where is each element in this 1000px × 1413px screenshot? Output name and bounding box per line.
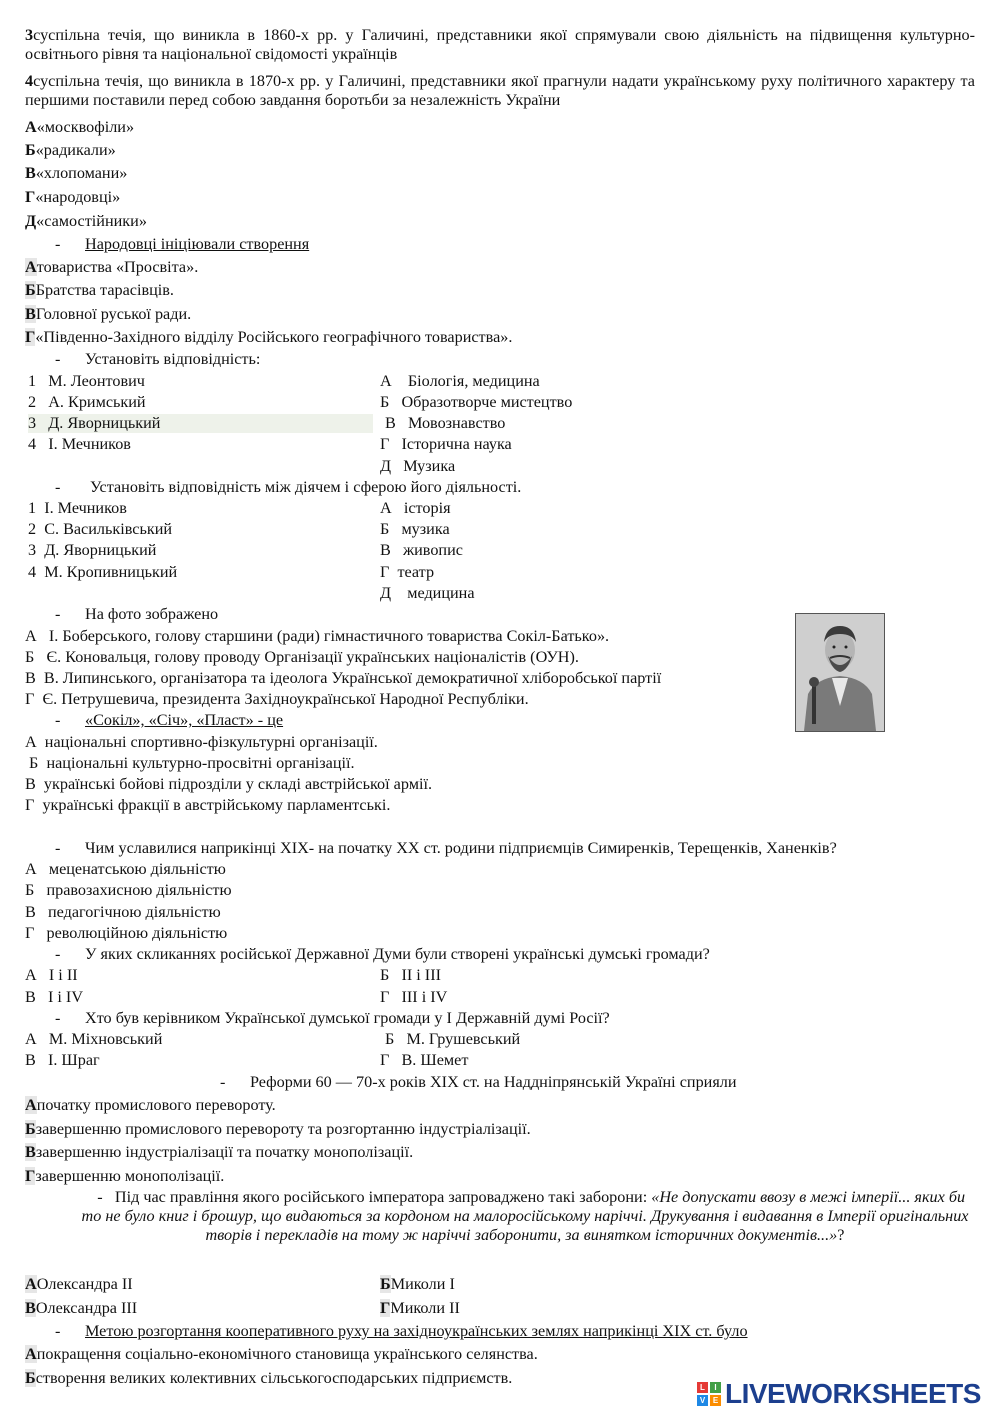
- logo-badge-icon: L I V E: [697, 1382, 721, 1406]
- option-a[interactable]: Апочатку промислового перевороту.: [25, 1096, 276, 1114]
- option-g[interactable]: Г В. Шемет: [380, 1051, 469, 1069]
- question-match-1: - Установіть відповідність:: [55, 350, 261, 368]
- portrait-illustration: [796, 614, 884, 731]
- option-a[interactable]: Апокращення соціально-економічного становища українського селянства.: [25, 1345, 538, 1363]
- option-b[interactable]: Б М. Грушевський: [385, 1030, 521, 1048]
- question-coop: - Метою розгортання кооперативного руху на західноукраїнських землях наприкінці ХІХ ст. було: [55, 1322, 748, 1340]
- question-families: - Чим уславилися наприкінці ХІХ- на початку ХХ ст. родини підприємців Симиренків, Терещенків, Ханенків?: [55, 839, 837, 857]
- option-b[interactable]: Б національні культурно-просвітні організації.: [29, 754, 355, 772]
- option-g[interactable]: Г українські фракції в австрійському парламентські.: [25, 796, 391, 814]
- option-b[interactable]: Бзавершенню промислового перевороту та розгортанню індустріалізації.: [25, 1120, 531, 1138]
- option-b[interactable]: Б«радикали»: [25, 141, 116, 159]
- option-b[interactable]: Бстворення великих колективних сільськогосподарських підприємств.: [25, 1369, 513, 1387]
- match-right-item: А історія: [380, 499, 451, 517]
- match-right-item: Б музика: [380, 520, 450, 538]
- portrait-photo: [795, 613, 885, 732]
- liveworksheets-logo: [697, 1380, 981, 1408]
- option-b[interactable]: ББратства тарасівців.: [25, 281, 174, 299]
- match-right-item: Г театр: [380, 563, 435, 581]
- match-right-item: Б Образотворче мистецтво: [380, 393, 573, 411]
- match-left-item: 3 Д. Яворницький: [28, 414, 373, 433]
- question-match-2: - Установіть відповідність між діячем і сферою його діяльності.: [55, 478, 522, 496]
- logo-text: LIVEWORKSHEETS: [725, 1378, 981, 1409]
- option-a[interactable]: А І. Боберського, голову старшини (ради) гімнастичного товариства Сокіл-Батько».: [25, 627, 610, 645]
- option-v[interactable]: В«хлопомани»: [25, 164, 128, 182]
- question-text: суспільна течія, що виникла в 1860-х рр. у Галичині, представники якої спрямували свою діяльність на підвищення культурно-освітнього рівня та національної свідомості українців: [25, 26, 975, 63]
- option-b[interactable]: Б правозахисною діяльністю: [25, 881, 232, 899]
- question-3: [25, 26, 975, 64]
- question-leader: - Хто був керівником Української думської громади у І Державній думі Росії?: [55, 1009, 610, 1027]
- match-right-item: В живопис: [380, 541, 463, 559]
- option-v[interactable]: ВОлександра ІІІ: [25, 1299, 138, 1317]
- match-left-item: 4 І. Мечников: [28, 435, 131, 453]
- option-a[interactable]: Атовариства «Просвіта».: [25, 258, 199, 276]
- option-v[interactable]: В В. Липинського, організатора та ідеолога Української демократичної хліборобської партії: [25, 669, 662, 687]
- option-g[interactable]: Г революційною діяльністю: [25, 924, 228, 942]
- option-v[interactable]: В українські бойові підрозділи у складі австрійської армії.: [25, 775, 433, 793]
- option-g[interactable]: Г ІІІ і ІV: [380, 988, 448, 1006]
- decree-quote: «Не допускати ввозу в межі імперії... яких би то не було книг і брошур, що видаються за кордоном на малоросійському наріччі. Друкування і видавання в Імперії оригінальних творів і перекладів на тому ж наріччі заборонити, за винятком історичних документів...»: [81, 1188, 969, 1244]
- question-emperor: - Під час правління якого російського імператора запроваджено такі заборони: «Не допускати ввозу в межі імперії... яких би то не було книг і брошур, що видаються за кордоном на малоросійському наріччі. Друкування і видавання в Імперії оригінальних творів і перекладів на тому ж наріччі заборонити, за винятком історичних документів...»?: [81, 1188, 969, 1244]
- option-a[interactable]: А М. Міхновський: [25, 1030, 163, 1048]
- question-narodovtsi: - Народовці ініціювали створення: [55, 235, 310, 253]
- option-g[interactable]: Гзавершенню монополізації.: [25, 1167, 225, 1185]
- question-reforms: - Реформи 60 — 70-х років ХІХ ст. на Наддніпрянській Україні сприяли: [220, 1073, 737, 1091]
- question-photo: - На фото зображено: [55, 605, 219, 623]
- option-a[interactable]: А«москвофіли»: [25, 118, 135, 136]
- option-a[interactable]: А І і ІІ: [25, 966, 78, 984]
- option-g[interactable]: Г Є. Петрушевича, президента Західноукраїнської Народної Республіки.: [25, 690, 529, 708]
- match-right-item: В Мовознавство: [385, 414, 506, 432]
- option-g[interactable]: ГМиколи ІІ: [380, 1299, 460, 1317]
- option-b[interactable]: Б ІІ і ІІІ: [380, 966, 441, 984]
- option-a[interactable]: А меценатською діяльністю: [25, 860, 226, 878]
- option-d[interactable]: Д«самостійники»: [25, 212, 147, 230]
- option-g[interactable]: Г«народовці»: [25, 188, 121, 206]
- match-right-item: Д Музика: [380, 457, 456, 475]
- match-right-item: Г Історична наука: [380, 435, 512, 453]
- option-v[interactable]: В педагогічною діяльністю: [25, 903, 221, 921]
- match-left-item: 2 С. Васильківський: [28, 520, 173, 538]
- match-left-item: 1 І. Мечников: [28, 499, 127, 517]
- question-4: [25, 72, 975, 110]
- match-right-item: А Біологія, медицина: [380, 372, 540, 390]
- question-duma: - У яких скликаннях російської Державної Думи були створені українські думські громади?: [55, 945, 710, 963]
- option-a[interactable]: А національні спортивно-фізкультурні організації.: [25, 733, 378, 751]
- match-left-item: 4 М. Кропивницький: [28, 563, 178, 581]
- option-g[interactable]: Г«Південно-Західного відділу Російського географічного товариства».: [25, 328, 513, 346]
- option-v[interactable]: Взавершенню індустріалізації та початку монополізації.: [25, 1143, 414, 1161]
- question-sokil: - «Сокіл», «Січ», «Пласт» - це: [55, 711, 284, 729]
- match-left-item: 1 М. Леонтович: [28, 372, 145, 390]
- option-v[interactable]: В І і ІV: [25, 988, 84, 1006]
- match-left-item: 3 Д. Яворницький: [28, 541, 157, 559]
- match-left-item: 2 А. Кримський: [28, 393, 146, 411]
- option-v[interactable]: ВГоловної руської ради.: [25, 305, 192, 323]
- option-b[interactable]: Б Є. Коновальця, голову проводу Організації українських націоналістів (ОУН).: [25, 648, 579, 666]
- question-text: суспільна течія, що виникла в 1870-х рр. у Галичині, представники якої прагнули надати українському руху політичного характеру та першими поставили перед собою завдання боротьби за незалежність України: [25, 72, 975, 109]
- match-right-item: Д медицина: [380, 584, 475, 602]
- question-number: 3: [25, 26, 34, 44]
- question-number: 4: [25, 72, 34, 90]
- option-a[interactable]: АОлександра ІІ: [25, 1275, 133, 1293]
- option-b[interactable]: БМиколи І: [380, 1275, 455, 1293]
- option-v[interactable]: В І. Шраг: [25, 1051, 100, 1069]
